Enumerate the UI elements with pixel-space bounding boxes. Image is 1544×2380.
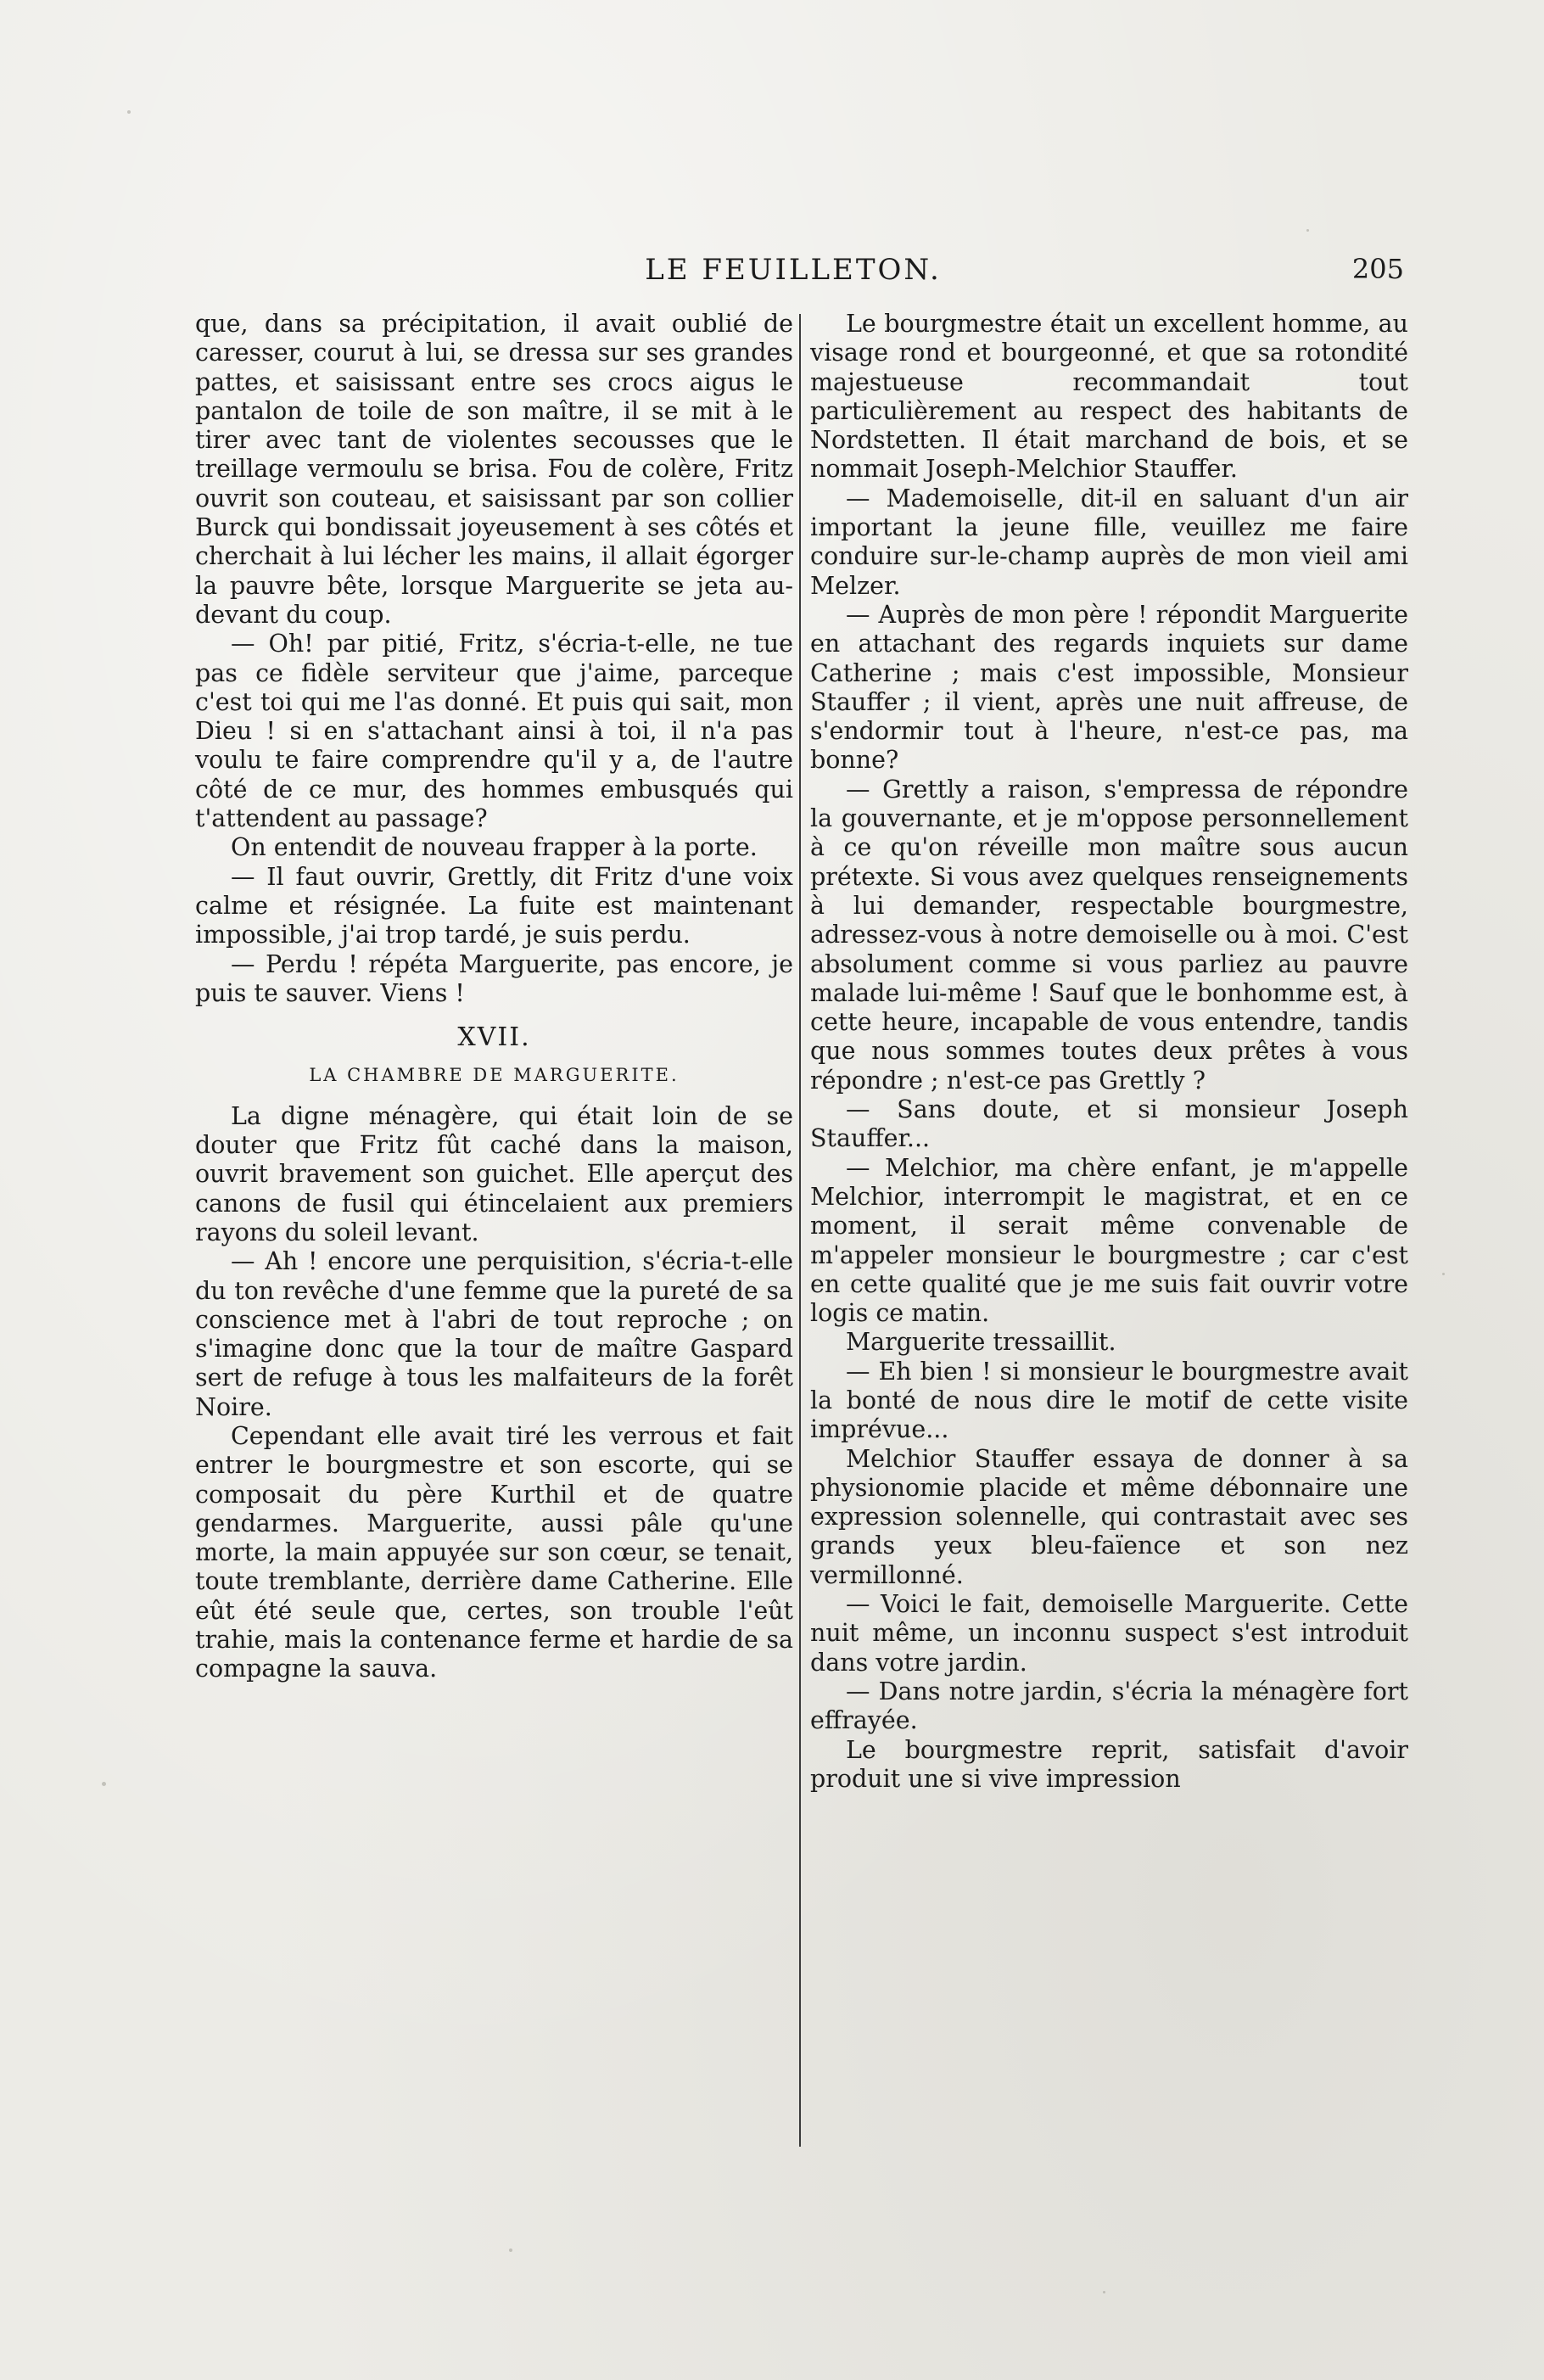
scan-speck xyxy=(1306,229,1309,232)
paragraph: Cependant elle avait tiré les verrous et fait entrer le bourgmestre et son escorte, qui se composait du père Kurthil et de quatre gendarmes. Marguerite, aussi pâle qu'une morte, la main appuyée sur son cœur, se tenait, toute tremblante, derrière dame Catherine. Elle eût été seule que, certes, son trouble l'eût trahie, mais la contenance ferme et hardie de sa compagne la sauva. xyxy=(195,1421,793,1683)
scan-speck xyxy=(102,1782,106,1786)
paragraph: — Melchior, ma chère enfant, je m'appelle Melchior, interrompit le magistrat, et en ce moment, il serait même convenable de m'appeler monsieur le bourgmestre ; car c'est en cette qualité que je me suis fait ouvrir votre logis ce matin. xyxy=(810,1153,1408,1328)
paragraph: — Oh! par pitié, Fritz, s'écria-t-elle, ne tue pas ce fidèle serviteur que j'aime, parceque c'est toi qui me l'as donné. Et puis qui sait, mon Dieu ! si en s'attachant ainsi à toi, il n'a pas voulu te faire comprendre qu'il y a, de l'autre côté de ce mur, des hommes embusqués qui t'attendent au passage? xyxy=(195,630,793,833)
paragraph: On entendit de nouveau frapper à la porte. xyxy=(231,833,758,862)
paragraph: — Ah ! encore une perquisition, s'écria-t-elle du ton revêche d'une femme que la pureté de sa conscience met à l'abri de tout reproche ; on s'imagine donc que la tour de maître Gaspard sert de refuge à tous les malfaiteurs de la forêt Noire. xyxy=(195,1247,793,1421)
scan-speck xyxy=(127,110,131,114)
running-title: LE FEUILLETON. xyxy=(645,253,942,287)
scan-speck xyxy=(1442,1273,1445,1275)
page-header xyxy=(182,253,1404,295)
paragraph: La digne ménagère, qui était loin de se douter que Fritz fût caché dans la maison, ouvrit bravement son guichet. Elle aperçut des canons de fusil qui étincelaient aux premiers rayons du soleil levant. xyxy=(195,1101,793,1246)
page-number: 205 xyxy=(1351,253,1404,285)
paragraph: — Eh bien ! si monsieur le bourgmestre avait la bonté de nous dire le motif de cette visite imprévue... xyxy=(810,1357,1408,1444)
chapter-title: LA CHAMBRE DE MARGUERITE. xyxy=(309,1065,680,1086)
paragraph: — Voici le fait, demoiselle Marguerite. Cette nuit même, un inconnu suspect s'est introduit dans votre jardin. xyxy=(810,1590,1408,1677)
paragraph: Melchior Stauffer essaya de donner à sa physionomie placide et même débonnaire une expression solennelle, qui contrastait avec ses grands yeux bleu-faïence et son nez vermillonné. xyxy=(810,1444,1408,1589)
left-column xyxy=(195,310,793,1684)
chapter-number: XVII. xyxy=(457,1022,531,1053)
paragraph: — Il faut ouvrir, Grettly, dit Fritz d'une voix calme et résignée. La fuite est maintenant impossible, j'ai trop tardé, je suis perdu. xyxy=(195,862,793,949)
paragraph: — Grettly a raison, s'empressa de répondre la gouvernante, et je m'oppose personnellement à ce qu'on réveille mon maître sous aucun prétexte. Si vous avez quelques renseignements à lui demander, respectable bourgmestre, adressez-vous à notre demoiselle ou à moi. C'est absolument comme si vous parliez au pauvre malade lui-même ! Sauf que le bonhomme est, à cette heure, incapable de vous entendre, tandis que nous sommes toutes deux prêtes à vous répondre ; n'est-ce pas Grettly ? xyxy=(810,775,1408,1095)
right-column xyxy=(810,310,1408,1794)
column-divider xyxy=(799,314,801,2147)
scan-speck xyxy=(509,2248,512,2252)
paragraph: — Dans notre jardin, s'écria la ménagère fort effrayée. xyxy=(810,1677,1408,1735)
scan-speck xyxy=(1103,2291,1105,2293)
paragraph: — Perdu ! répéta Marguerite, pas encore, je puis te sauver. Viens ! xyxy=(195,949,793,1007)
paragraph: Marguerite tressaillit. xyxy=(846,1328,1116,1357)
paragraph: — Mademoiselle, dit-il en saluant d'un air important la jeune fille, veuillez me faire conduire sur-le-champ auprès de mon vieil ami Melzer. xyxy=(810,484,1408,600)
paragraph: — Sans doute, et si monsieur Joseph Stauffer... xyxy=(810,1095,1408,1153)
paragraph: Le bourgmestre était un excellent homme, au visage rond et bourgeonné, et que sa rotondité majestueuse recommandait tout particulièrement au respect des habitants de Nordstetten. Il était marchand de bois, et se nommait Joseph-Melchior Stauffer. xyxy=(810,310,1408,484)
paragraph: que, dans sa précipitation, il avait oublié de caresser, courut à lui, se dressa sur ses grandes pattes, et saisissant entre ses crocs aigus le pantalon de toile de son maître, il se mit à le tirer avec tant de violentes secousses que le treillage vermoulu se brisa. Fou de colère, Fritz ouvrit son couteau, et saisissant par son collier Burck qui bondissait joyeusement à ses côtés et cherchait à lui lécher les mains, il allait égorger la pauvre bête, lorsque Marguerite se jeta au-devant du coup. xyxy=(195,310,793,629)
paragraph: — Auprès de mon père ! répondit Marguerite en attachant des regards inquiets sur dame Catherine ; mais c'est impossible, Monsieur Stauffer ; il vient, après une nuit affreuse, de s'endormir tout à l'heure, n'est-ce pas, ma bonne? xyxy=(810,600,1408,775)
paragraph: Le bourgmestre reprit, satisfait d'avoir produit une si vive impression xyxy=(810,1735,1408,1793)
